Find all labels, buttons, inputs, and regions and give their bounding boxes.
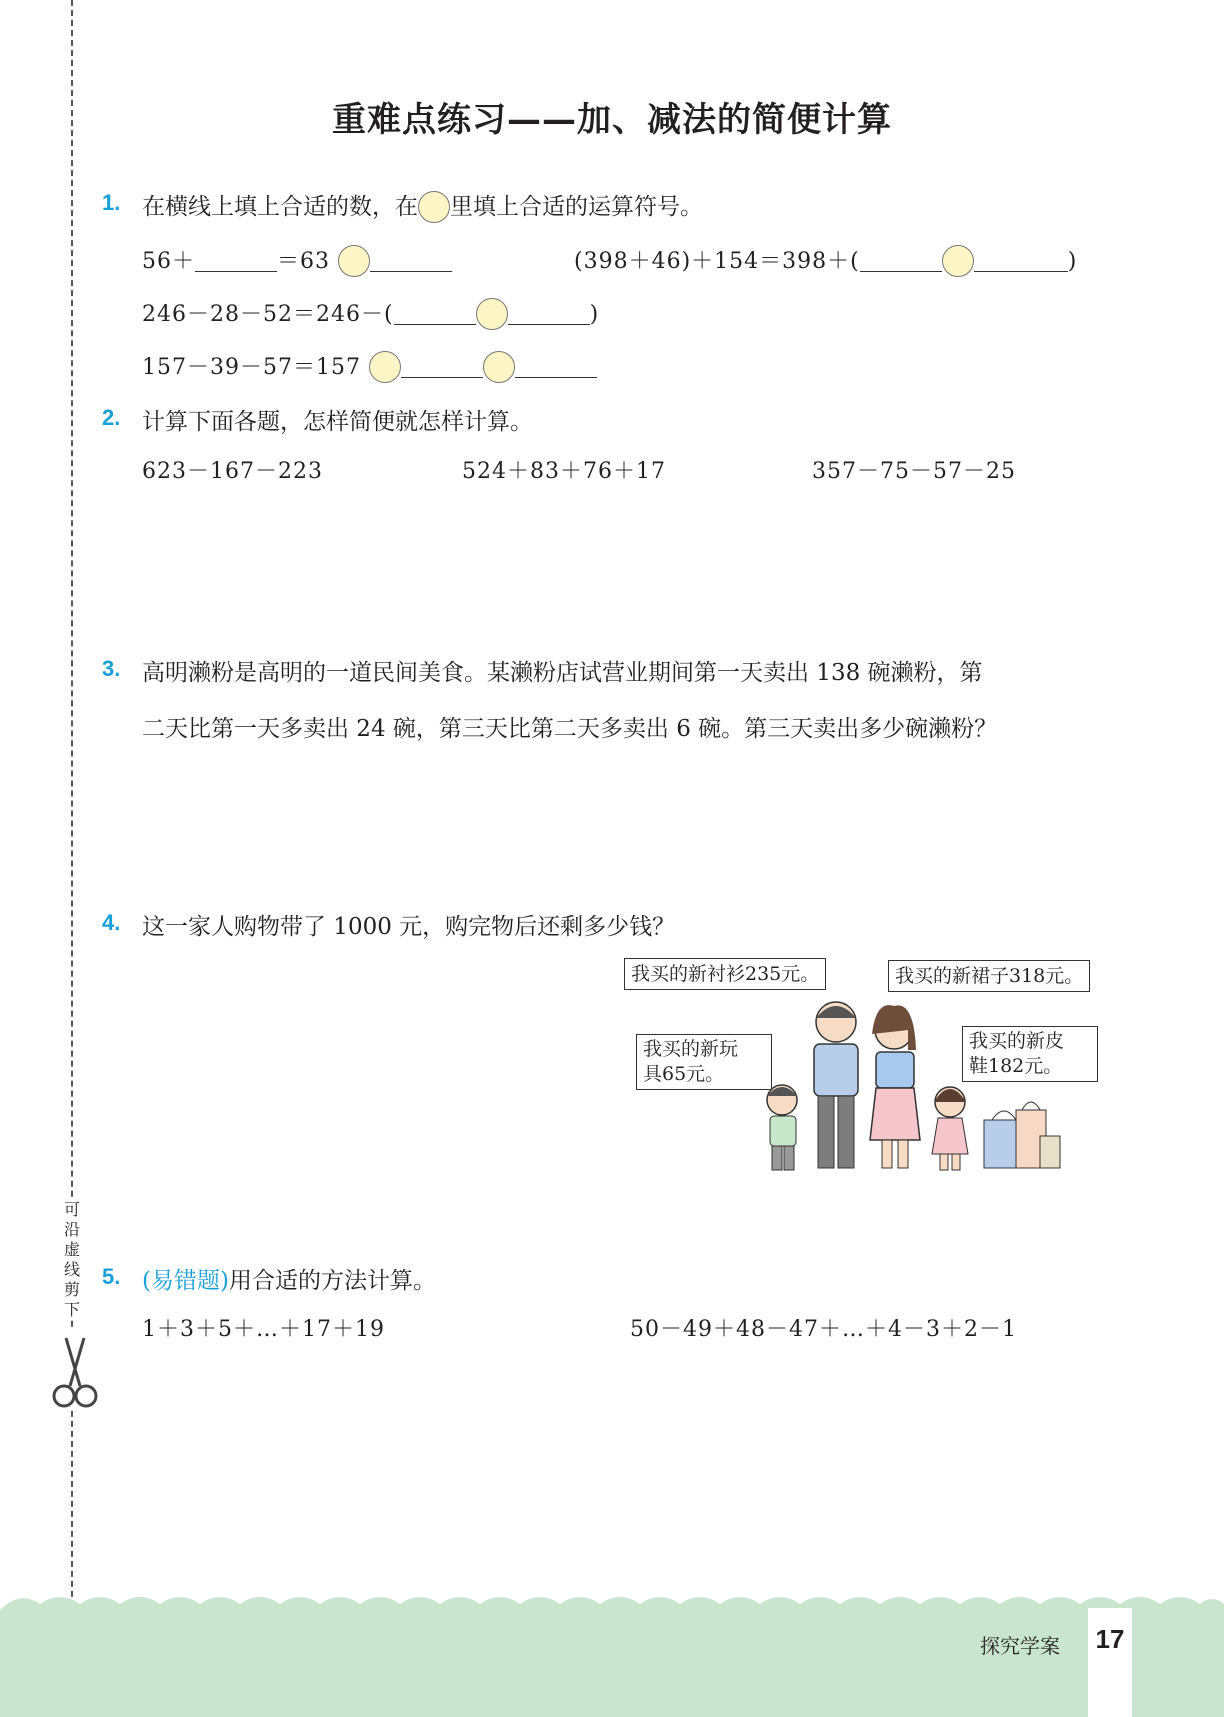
cut-dashed-line — [71, 0, 73, 1717]
dad-figure — [814, 1002, 858, 1168]
q5-prompt — [142, 1262, 436, 1295]
q1-row1a-post: ＝63 — [277, 249, 330, 274]
family-illustration — [760, 990, 1100, 1180]
q1-prompt — [142, 188, 703, 223]
girl-bubble-line: 鞋182元。 — [969, 1055, 1063, 1077]
q1-row3-pre: 157－39－57＝157 — [142, 355, 361, 380]
operator-circle[interactable] — [483, 351, 515, 383]
q3-number: 3. — [102, 656, 121, 681]
answer-blank[interactable] — [401, 353, 483, 378]
cut-hint-char: 线 — [63, 1260, 80, 1279]
girl-speech-bubble — [962, 1026, 1098, 1082]
mom-figure — [870, 1005, 920, 1168]
page-number: 17 — [1095, 1624, 1125, 1654]
boy-bubble-line: 具65元。 — [643, 1063, 725, 1085]
q4-prompt: 这一家人购物带了 1000 元，购完物后还剩多少钱？ — [142, 914, 676, 940]
q5-expr-1: 1＋3＋5＋…＋17＋19 — [142, 1317, 385, 1342]
cut-hint — [60, 1200, 84, 1320]
dad-speech-bubble: 我买的新衬衫235元。 — [624, 958, 826, 990]
shopping-bags-icon — [984, 1102, 1060, 1168]
q5-text: 用合适的方法计算。 — [228, 1268, 436, 1294]
q5-number: 5. — [102, 1264, 121, 1289]
q1-row1a-pre: 56＋ — [142, 249, 195, 274]
q2-expr-1: 623－167－223 — [142, 459, 323, 484]
answer-blank[interactable] — [394, 300, 476, 325]
q5-expr-2: 50－49＋48－47＋…＋4－3＋2－1 — [630, 1317, 1017, 1342]
q1-number: 1. — [102, 190, 121, 215]
operator-circle[interactable] — [338, 245, 370, 277]
boy-speech-bubble — [636, 1034, 772, 1090]
answer-blank[interactable] — [508, 300, 590, 325]
answer-blank[interactable] — [515, 353, 597, 378]
q4-number: 4. — [102, 910, 121, 935]
girl-figure — [932, 1087, 968, 1170]
q1-row1b — [574, 244, 1077, 277]
scissors-icon — [44, 1330, 104, 1410]
boy-bubble-line: 我买的新玩 — [643, 1038, 739, 1060]
q2-prompt: 计算下面各题，怎样简便就怎样计算。 — [142, 409, 533, 435]
boy-figure — [767, 1085, 797, 1170]
q1-text-a: 在横线上填上合适的数，在 — [142, 194, 418, 220]
cut-hint-char: 沿 — [63, 1220, 80, 1239]
cut-hint-char: 可 — [63, 1200, 80, 1219]
page-title: 重难点练习——加、减法的简便计算 — [332, 100, 892, 140]
operator-circle[interactable] — [476, 298, 508, 330]
q2-expr-3: 357－75－57－25 — [812, 459, 1016, 484]
cut-hint-char: 下 — [63, 1300, 80, 1319]
q1-row1b-post: ) — [1067, 249, 1078, 274]
q1-row2 — [142, 297, 599, 330]
error-prone-tag: (易错题) — [142, 1268, 229, 1294]
operator-circle[interactable] — [942, 245, 974, 277]
q1-text-b: 里填上合适的运算符号。 — [450, 194, 703, 220]
operator-circle — [418, 191, 450, 223]
q3-line-1: 高明濑粉是高明的一道民间美食。某濑粉店试营业期间第一天卖出 138 碗濑粉，第 — [142, 660, 983, 686]
cut-hint-char: 虚 — [63, 1240, 80, 1259]
q3-line-2: 二天比第一天多卖出 24 碗，第三天比第二天多卖出 6 碗。第三天卖出多少碗濑粉？ — [142, 716, 998, 742]
book-label: 探究学案 — [980, 1634, 1060, 1658]
q1-row1b-pre: (398＋46)＋154＝398＋( — [574, 249, 860, 274]
q1-row3 — [142, 350, 597, 383]
answer-blank[interactable] — [195, 247, 277, 272]
operator-circle[interactable] — [369, 351, 401, 383]
girl-bubble-line: 我买的新皮 — [969, 1030, 1065, 1052]
q2-number: 2. — [102, 405, 121, 430]
q1-row2-post: ) — [589, 302, 600, 327]
q1-row1a — [142, 244, 452, 277]
answer-blank[interactable] — [860, 247, 942, 272]
q2-expr-2: 524＋83＋76＋17 — [462, 459, 666, 484]
answer-blank[interactable] — [370, 247, 452, 272]
answer-blank[interactable] — [974, 247, 1068, 272]
mom-speech-bubble: 我买的新裙子318元。 — [888, 960, 1090, 992]
cut-hint-char: 剪 — [63, 1280, 80, 1299]
q1-row2-pre: 246－28－52＝246－( — [142, 302, 394, 327]
